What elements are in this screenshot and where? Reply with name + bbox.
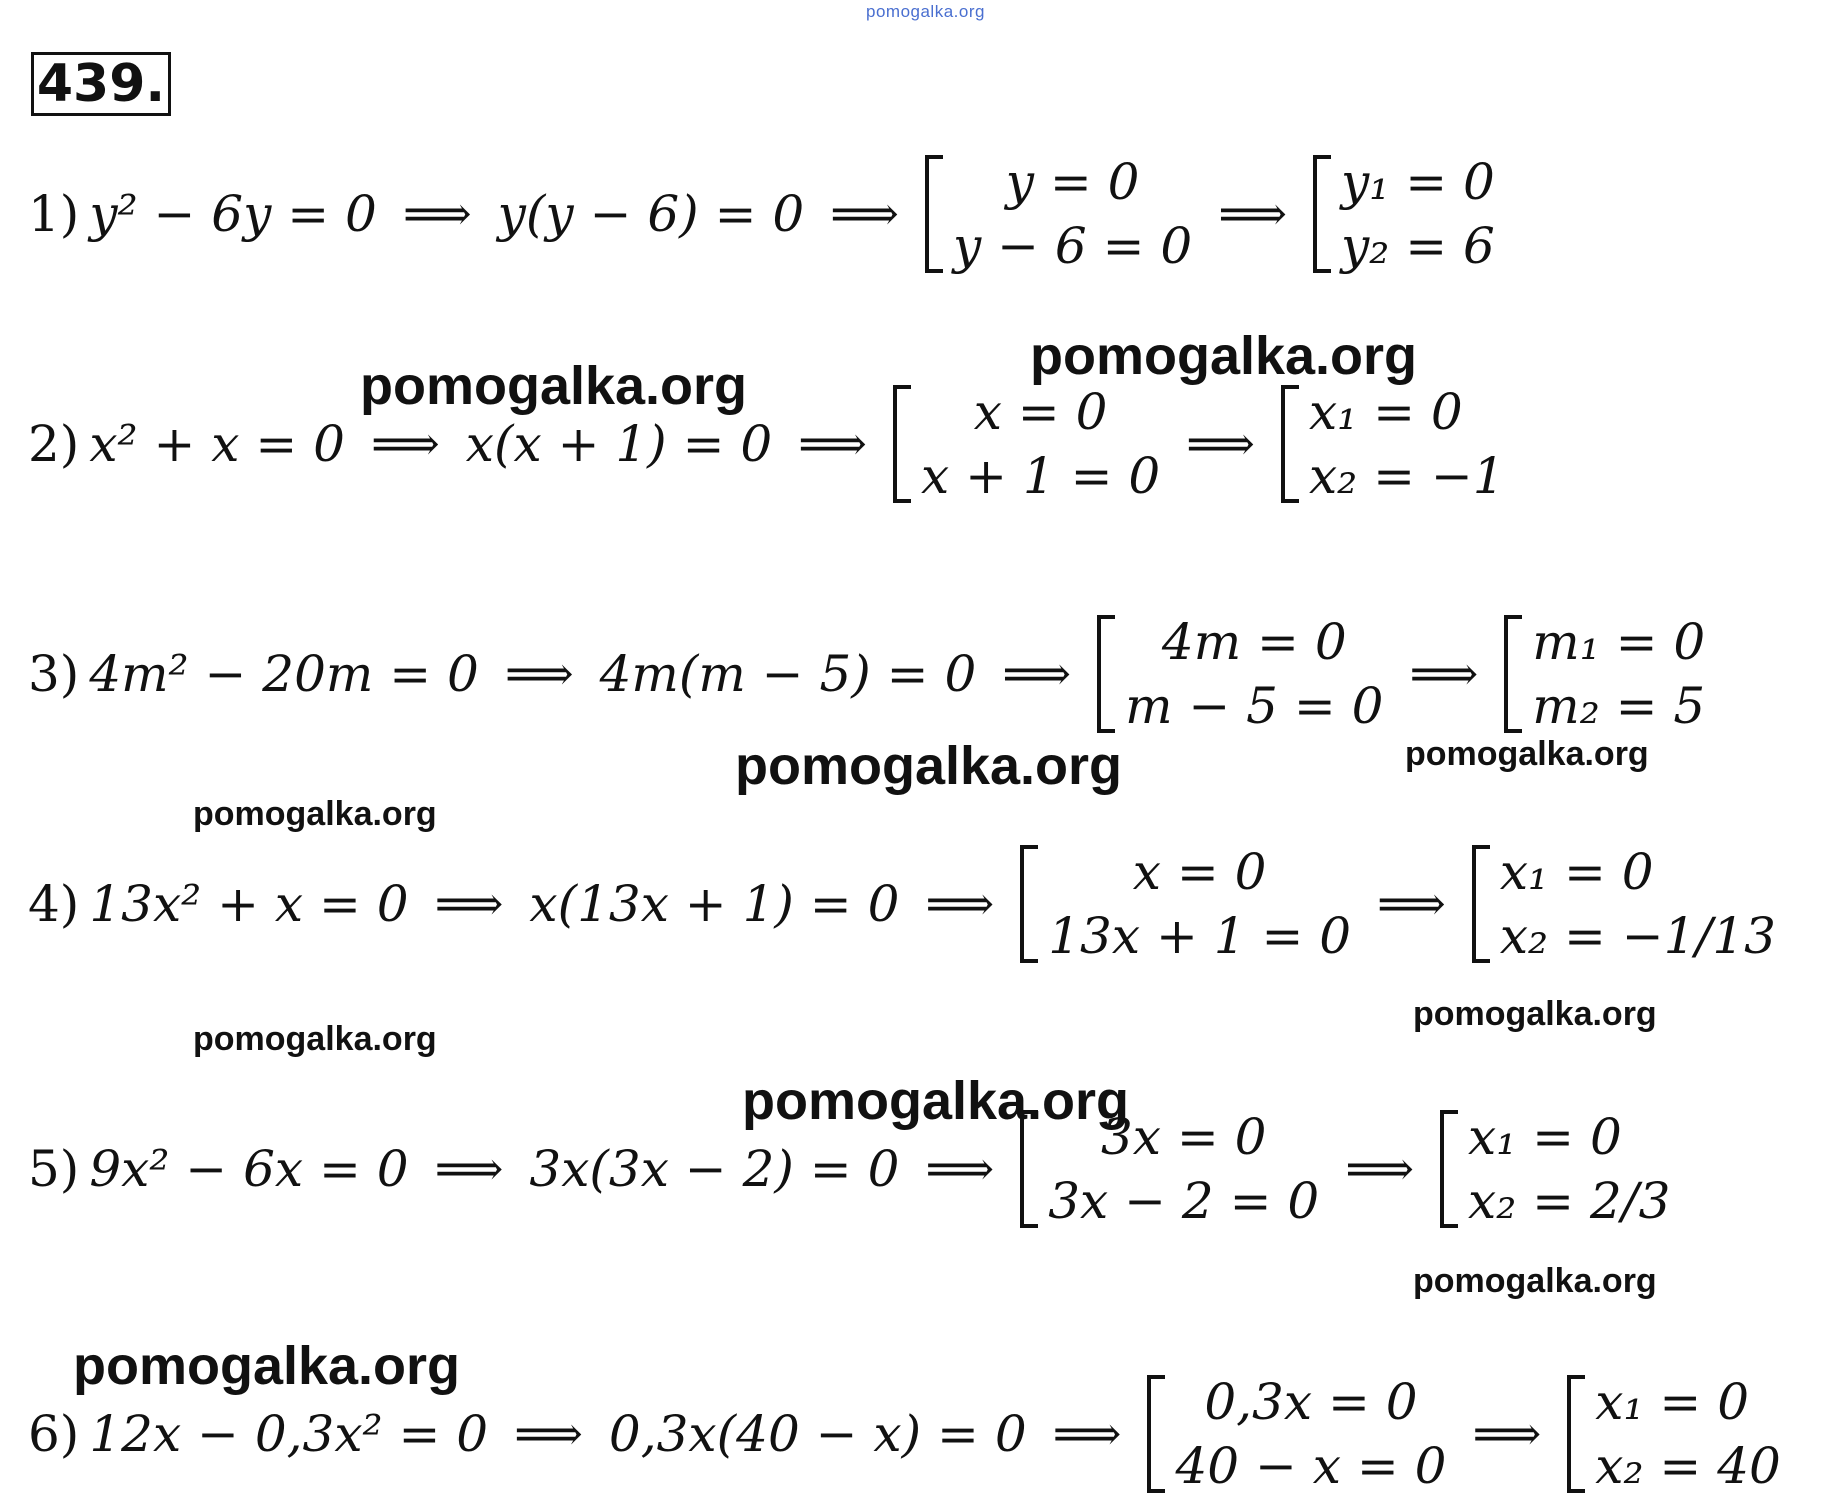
- roots-bracket: [1472, 845, 1776, 963]
- implies-arrow: ⟹: [1472, 1406, 1542, 1462]
- system-line: x = 0: [1132, 843, 1267, 901]
- top-watermark: pomogalka.org: [866, 2, 985, 21]
- implies-arrow: ⟹: [1186, 416, 1255, 472]
- equation: 9x² − 6x = 0: [89, 1140, 409, 1198]
- equation: 4m² − 20m = 0: [89, 645, 479, 703]
- implies-arrow: ⟹: [925, 876, 995, 932]
- implies-arrow: ⟹: [830, 186, 899, 242]
- bracket-icon: [1567, 1375, 1585, 1493]
- system-line: x + 1 = 0: [920, 447, 1161, 505]
- watermark: pomogalka.org: [1413, 995, 1657, 1033]
- implies-arrow: ⟹: [1377, 876, 1446, 932]
- equation-label: 3): [28, 645, 80, 703]
- factored-equation: 4m(m − 5) = 0: [599, 645, 977, 703]
- equation: y² − 6y = 0: [89, 185, 377, 243]
- system-line: y − 6 = 0: [952, 217, 1193, 275]
- implies-arrow: ⟹: [434, 876, 504, 932]
- equation-row-3: [28, 615, 1705, 733]
- equation-label: 5): [28, 1140, 80, 1198]
- equation-row-1: [28, 155, 1495, 273]
- equation-label: 1): [28, 185, 80, 243]
- bracket-icon: [1147, 1375, 1165, 1493]
- implies-arrow: ⟹: [925, 1141, 995, 1197]
- system-line: x = 0: [973, 383, 1108, 441]
- equation-label: 6): [28, 1405, 80, 1463]
- root-line: x₁ = 0: [1595, 1373, 1750, 1431]
- roots-bracket: [1567, 1375, 1781, 1493]
- implies-arrow: ⟹: [1052, 1406, 1122, 1462]
- root-line: x₂ = 40: [1595, 1437, 1781, 1495]
- bracket-icon: [925, 155, 943, 273]
- implies-arrow: ⟹: [1002, 646, 1072, 702]
- equation: x² + x = 0: [89, 415, 345, 473]
- system-bracket: [1020, 845, 1351, 963]
- factored-equation: 0,3x(40 − x) = 0: [608, 1405, 1027, 1463]
- factored-equation: x(13x + 1) = 0: [529, 875, 900, 933]
- implies-arrow: ⟹: [434, 1141, 504, 1197]
- system-line: 3x = 0: [1100, 1108, 1267, 1166]
- watermark: pomogalka.org: [193, 1020, 437, 1058]
- system-line: 13x + 1 = 0: [1048, 907, 1352, 965]
- equation-row-4: [28, 845, 1776, 963]
- implies-arrow: ⟹: [504, 646, 574, 702]
- equation-label: 2): [28, 415, 80, 473]
- root-line: y₁ = 0: [1341, 153, 1495, 211]
- root-line: x₂ = 2/3: [1468, 1172, 1671, 1230]
- bracket-icon: [1440, 1110, 1458, 1228]
- system-bracket: [893, 385, 1160, 503]
- root-line: m₂ = 5: [1532, 677, 1706, 735]
- system-line: 0,3x = 0: [1204, 1373, 1418, 1431]
- implies-arrow: ⟹: [1345, 1141, 1415, 1197]
- system-bracket: [1097, 615, 1383, 733]
- root-line: x₁ = 0: [1308, 383, 1463, 441]
- watermark: pomogalka.org: [1030, 326, 1418, 386]
- watermark: pomogalka.org: [742, 1071, 1130, 1131]
- roots-bracket: [1281, 385, 1505, 503]
- implies-arrow: ⟹: [1218, 186, 1288, 242]
- equation: 13x² + x = 0: [89, 875, 409, 933]
- root-line: x₂ = −1/13: [1499, 907, 1776, 965]
- factored-equation: x(x + 1) = 0: [465, 415, 773, 473]
- bracket-icon: [893, 385, 911, 503]
- bracket-icon: [1097, 615, 1115, 733]
- system-line: m − 5 = 0: [1125, 677, 1384, 735]
- system-line: y = 0: [1005, 153, 1140, 211]
- bracket-icon: [1020, 845, 1038, 963]
- root-line: x₂ = −1: [1308, 447, 1505, 505]
- bracket-icon: [1313, 155, 1331, 273]
- root-line: x₁ = 0: [1468, 1108, 1622, 1166]
- system-bracket: [1147, 1375, 1446, 1493]
- system-line: 40 − x = 0: [1175, 1437, 1447, 1495]
- equation-label: 4): [28, 875, 80, 933]
- watermark: pomogalka.org: [360, 356, 748, 416]
- root-line: x₁ = 0: [1499, 843, 1654, 901]
- watermark: pomogalka.org: [735, 736, 1123, 796]
- roots-bracket: [1504, 615, 1705, 733]
- watermark: pomogalka.org: [1405, 735, 1649, 773]
- factored-equation: y(y − 6) = 0: [497, 185, 805, 243]
- root-line: y₂ = 6: [1341, 217, 1495, 275]
- bracket-icon: [1472, 845, 1490, 963]
- bracket-icon: [1504, 615, 1522, 733]
- watermark: pomogalka.org: [1413, 1262, 1657, 1300]
- root-line: m₁ = 0: [1532, 613, 1706, 671]
- problem-number: 439.: [31, 52, 171, 116]
- watermark: pomogalka.org: [193, 795, 437, 833]
- implies-arrow: ⟹: [798, 416, 867, 472]
- system-line: 4m = 0: [1161, 613, 1347, 671]
- watermark: pomogalka.org: [73, 1336, 461, 1396]
- equation: 12x − 0,3x² = 0: [89, 1405, 489, 1463]
- bracket-icon: [1281, 385, 1299, 503]
- factored-equation: 3x(3x − 2) = 0: [529, 1140, 900, 1198]
- system-line: 3x − 2 = 0: [1048, 1172, 1320, 1230]
- roots-bracket: [1440, 1110, 1670, 1228]
- roots-bracket: [1313, 155, 1495, 273]
- implies-arrow: ⟹: [514, 1406, 583, 1462]
- equation-row-2: [28, 385, 1505, 503]
- implies-arrow: ⟹: [370, 416, 440, 472]
- system-bracket: [925, 155, 1192, 273]
- implies-arrow: ⟹: [402, 186, 472, 242]
- implies-arrow: ⟹: [1409, 646, 1479, 702]
